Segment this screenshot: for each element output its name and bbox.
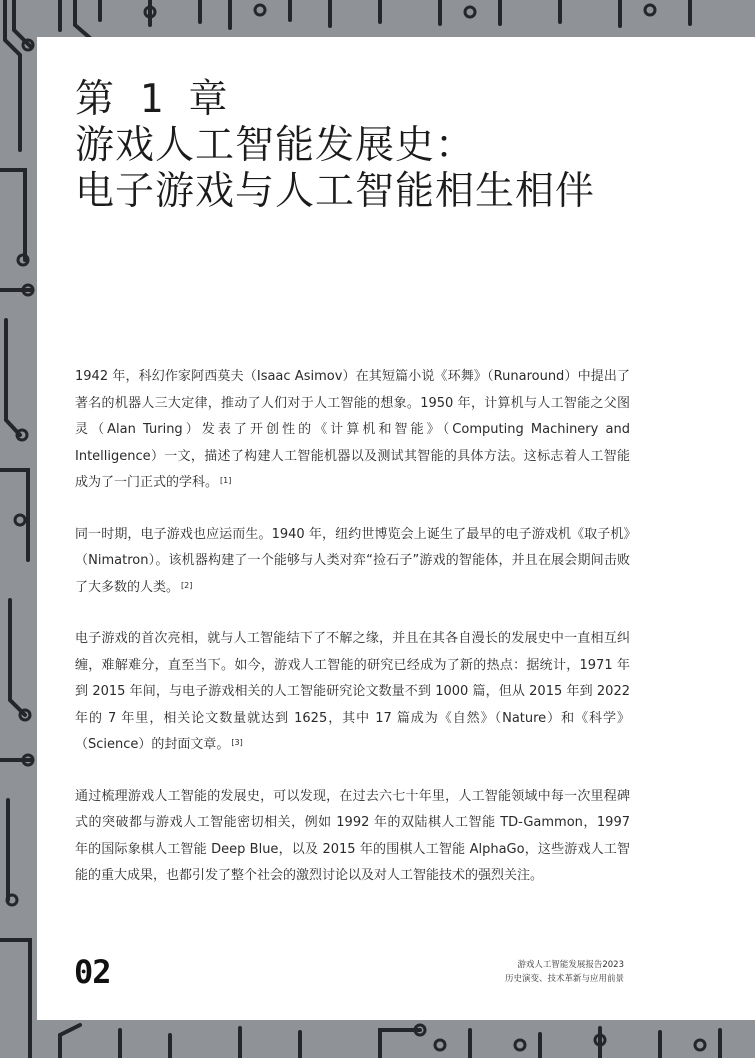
report-subtitle: 历史演变、技术革新与应用前景 (504, 974, 624, 984)
citation-marker: [2] (181, 580, 193, 590)
paragraph-text: 同一时期，电子游戏也应运而生。1940 年，纽约世博览会上诞生了最早的电子游戏机《取子机》（Nimatron）。该机器构建了一个能够与人类对弈“捡石子”游戏的智能体，并且在展会期间击败了大多数的人类。 (75, 526, 630, 595)
chapter-number: 第 1 章 (75, 77, 229, 122)
paragraph (75, 626, 630, 759)
paragraph (75, 784, 630, 890)
paragraph (75, 522, 630, 602)
citation-marker: [3] (231, 738, 243, 747)
paragraph-text: 电子游戏的首次亮相，就与人工智能结下了不解之缘，并且在其各自漫长的发展史中一直相互纠缠，难解难分，直至当下。如今，游戏人工智能的研究已经成为了新的热点：据统计，1971 年到 2015 年间，与电子游戏相关的人工智能研究论文数量不到 1000 篇，但从 2015 年到 2022 年的 7 年里，相关论文数量就达到 1625，其中 17 篇成为《自然》（Nature）和《科学》（Science）的封面文章。 (75, 631, 630, 752)
citation-marker: [1] (220, 476, 232, 485)
paragraph-text: 通过梳理游戏人工智能的发展史，可以发现，在过去六七十年里，人工智能领域中每一次里程碑式的突破都与游戏人工智能密切相关，例如 1992 年的双陆棋人工智能 TD-Gammon，1997 年的国际象棋人工智能 Deep Blue，以及 2015 年的围棋人工智能 AlphaGo，这些游戏人工智能的重大成果，也都引发了整个社会的激烈讨论以及对人工智能技术的强烈关注。 (75, 788, 630, 883)
page-number: 02 (74, 953, 111, 991)
chapter-title-line: 游戏人工智能发展史： (75, 123, 476, 168)
chapter-title (75, 77, 595, 215)
page-sheet (37, 37, 755, 1020)
paragraph (75, 364, 630, 497)
paragraph-text: 1942 年，科幻作家阿西莫夫（Isaac Asimov）在其短篇小说《环舞》（Runaround）中提出了著名的机器人三大定律，推动了人们对于人工智能的想象。1950 年，计算机与人工智能之父图灵（Alan Turing）发表了开创性的《计算机和智能》（Computing Machinery and Intelligence）一文，描述了构建人工智能机器以及测试其智能的具体方法。这标志着人工智能成为了一门正式的学科。 (75, 369, 630, 490)
body-text (75, 364, 630, 915)
running-footer (505, 958, 624, 986)
report-title: 游戏人工智能发展报告2023 (517, 960, 624, 970)
chapter-title-line: 电子游戏与人工智能相生相伴 (75, 169, 596, 214)
